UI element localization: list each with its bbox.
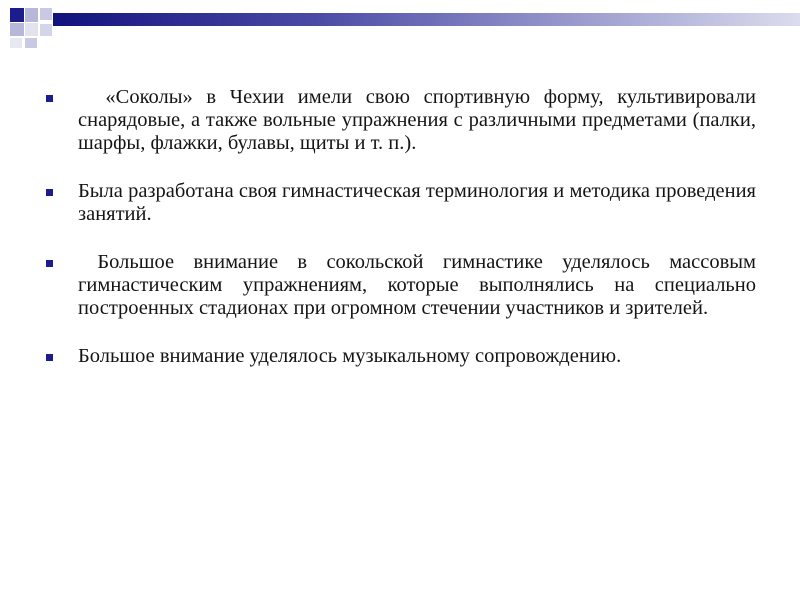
bullet-text: Была разработана своя гимнастическая терминология и методика проведения занятий. xyxy=(78,180,762,225)
bullet-item xyxy=(40,86,762,155)
decorative-square xyxy=(10,23,24,36)
header-gradient-bar xyxy=(53,13,800,26)
decorative-square xyxy=(40,8,52,20)
decorative-square xyxy=(25,8,38,22)
decorative-square xyxy=(25,38,37,48)
bullet-item xyxy=(40,251,762,320)
bullet-list xyxy=(40,86,762,393)
square-bullet-icon xyxy=(46,95,53,102)
square-bullet-icon xyxy=(46,354,53,361)
square-bullet-icon xyxy=(46,260,53,267)
decorative-square xyxy=(40,24,52,36)
square-bullet-icon xyxy=(46,189,53,196)
decorative-square xyxy=(10,38,22,48)
bullet-text: Большое внимание уделялось музыкальному сопровождению. xyxy=(78,345,622,367)
bullet-text: «Соколы» в Чехии имели свою спортивную форму, культивировали снарядовые, а также вольные упражнения с различными предметами (палки, шарфы, флажки, булавы, щиты и т. п.). xyxy=(78,86,762,154)
bullet-item xyxy=(40,345,756,368)
bullet-text: Большое внимание в сокольской гимнастике уделялось массовым гимнастическим упражнениям, которые выполнялись на специально построенных стадионах при огромном стечении участников и зрителей. xyxy=(78,251,762,319)
bullet-item xyxy=(40,180,762,226)
decorative-square xyxy=(10,8,24,22)
decorative-square xyxy=(25,23,38,36)
